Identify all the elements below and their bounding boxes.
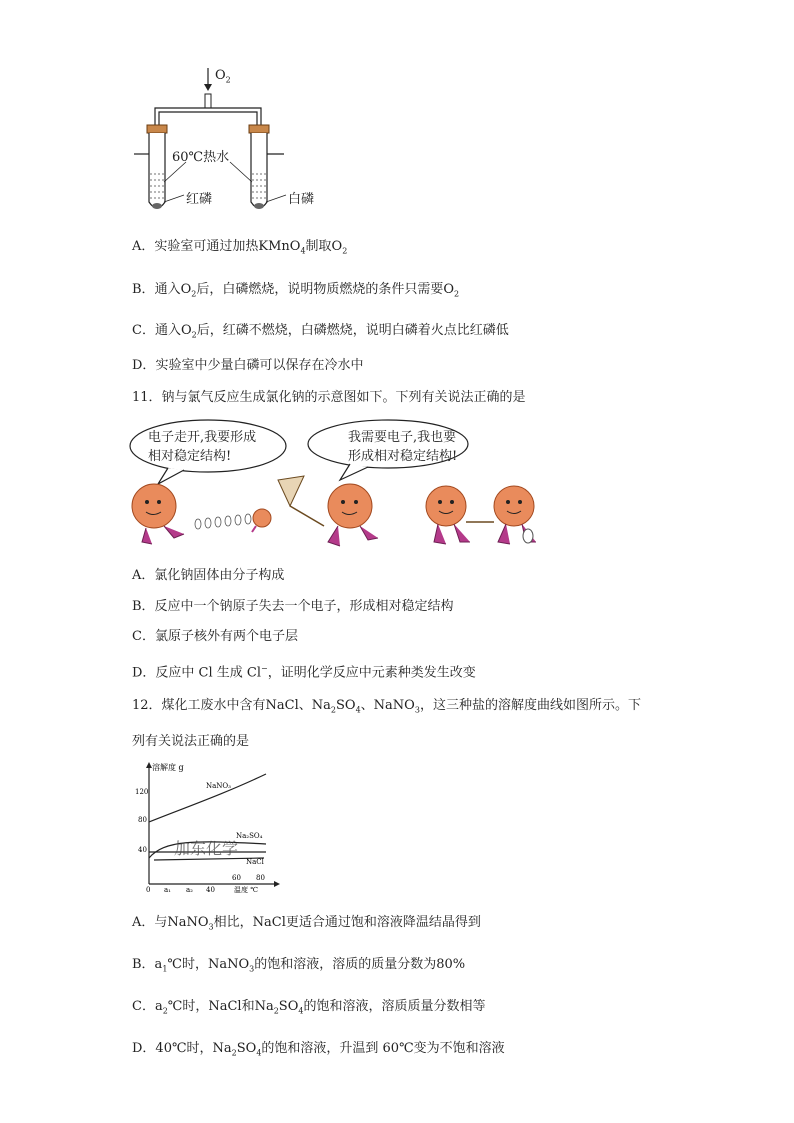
q10-option-a: A．实验室可通过加热KMnO$_4$制取$O_2$ xyxy=(132,239,348,256)
bubble-left-text: 电子走开,我要形成 相对稳定结构! xyxy=(148,430,257,464)
q11-stem: 11．钠与氯气反应生成氯化钠的示意图如下。下列有关说法正确的是 xyxy=(132,390,526,405)
chart-xlabel: 温度 ℃ xyxy=(234,886,259,894)
xtick-40: 40 xyxy=(206,886,215,894)
hot-water-label: 60℃热水 xyxy=(172,150,230,165)
q11-option-d: D．反应中 Cl 生成 Cl−，证明化学反应中元素种类发生改变 xyxy=(132,664,476,681)
ytick-40: 40 xyxy=(138,846,147,854)
xtick-a2: a₂ xyxy=(186,886,193,894)
q11-option-b: B．反应中一个钠原子失去一个电子，形成相对稳定结构 xyxy=(132,599,454,614)
gas-label: $O_2$ xyxy=(215,68,231,85)
white-phosphorus-label: 白磷 xyxy=(288,192,315,207)
q12-option-c: C．$a_2℃$时，NaCl和$Na_2SO_4$的饱和溶液，溶质质量分数相等 xyxy=(132,999,486,1016)
q12-option-a: A．与NaNO$_3$相比，NaCl更适合通过饱和溶液降温结晶得到 xyxy=(132,915,481,932)
label-nacl: NaCl xyxy=(246,858,264,866)
q11-option-a: A．氯化钠固体由分子构成 xyxy=(132,568,285,583)
label-na2so4: Na₂SO₄ xyxy=(236,832,263,840)
solubility-chart xyxy=(134,760,284,896)
q10-option-c: C．通入$O_2$后，红磷不燃烧，白磷燃烧，说明白磷着火点比红磷低 xyxy=(132,323,509,340)
bubble-right-text: 我需要电子,我也要 形成相对稳定结构! xyxy=(348,430,458,464)
q12-stem-line1: 12．煤化工废水中含有NaCl、$Na_2SO_4$、NaNO$_3$，这三种盐的溶解度曲线如图所示。下 xyxy=(132,698,641,715)
label-nano3: NaNO₃ xyxy=(206,782,231,790)
xtick-a1: a₁ xyxy=(164,886,171,894)
q12-stem-line2: 列有关说法正确的是 xyxy=(132,734,250,749)
red-phosphorus-label: 红磷 xyxy=(186,192,213,207)
q12-option-d: D．40℃时，$Na_2SO_4$的饱和溶液，升温到 60℃变为不饱和溶液 xyxy=(132,1041,505,1058)
ytick-120: 120 xyxy=(135,788,149,796)
watermark: 加东化学 xyxy=(174,839,239,858)
xtick-4: 60 xyxy=(232,874,241,882)
q10-option-d: D．实验室中少量白磷可以保存在冷水中 xyxy=(132,358,364,373)
q12-option-b: B．$a_1℃$时，NaNO$_3$的饱和溶液，溶质的质量分数为80% xyxy=(132,957,466,974)
chart-ylabel: 溶解度 g xyxy=(152,763,184,772)
xtick-0: 0 xyxy=(146,886,151,894)
q10-option-b: B．通入$O_2$后，白磷燃烧，说明物质燃烧的条件只需要$O_2$ xyxy=(132,282,460,299)
q11-option-c: C．氯原子核外有两个电子层 xyxy=(132,629,298,644)
xtick-5: 80 xyxy=(256,874,265,882)
ytick-80: 80 xyxy=(138,816,147,824)
